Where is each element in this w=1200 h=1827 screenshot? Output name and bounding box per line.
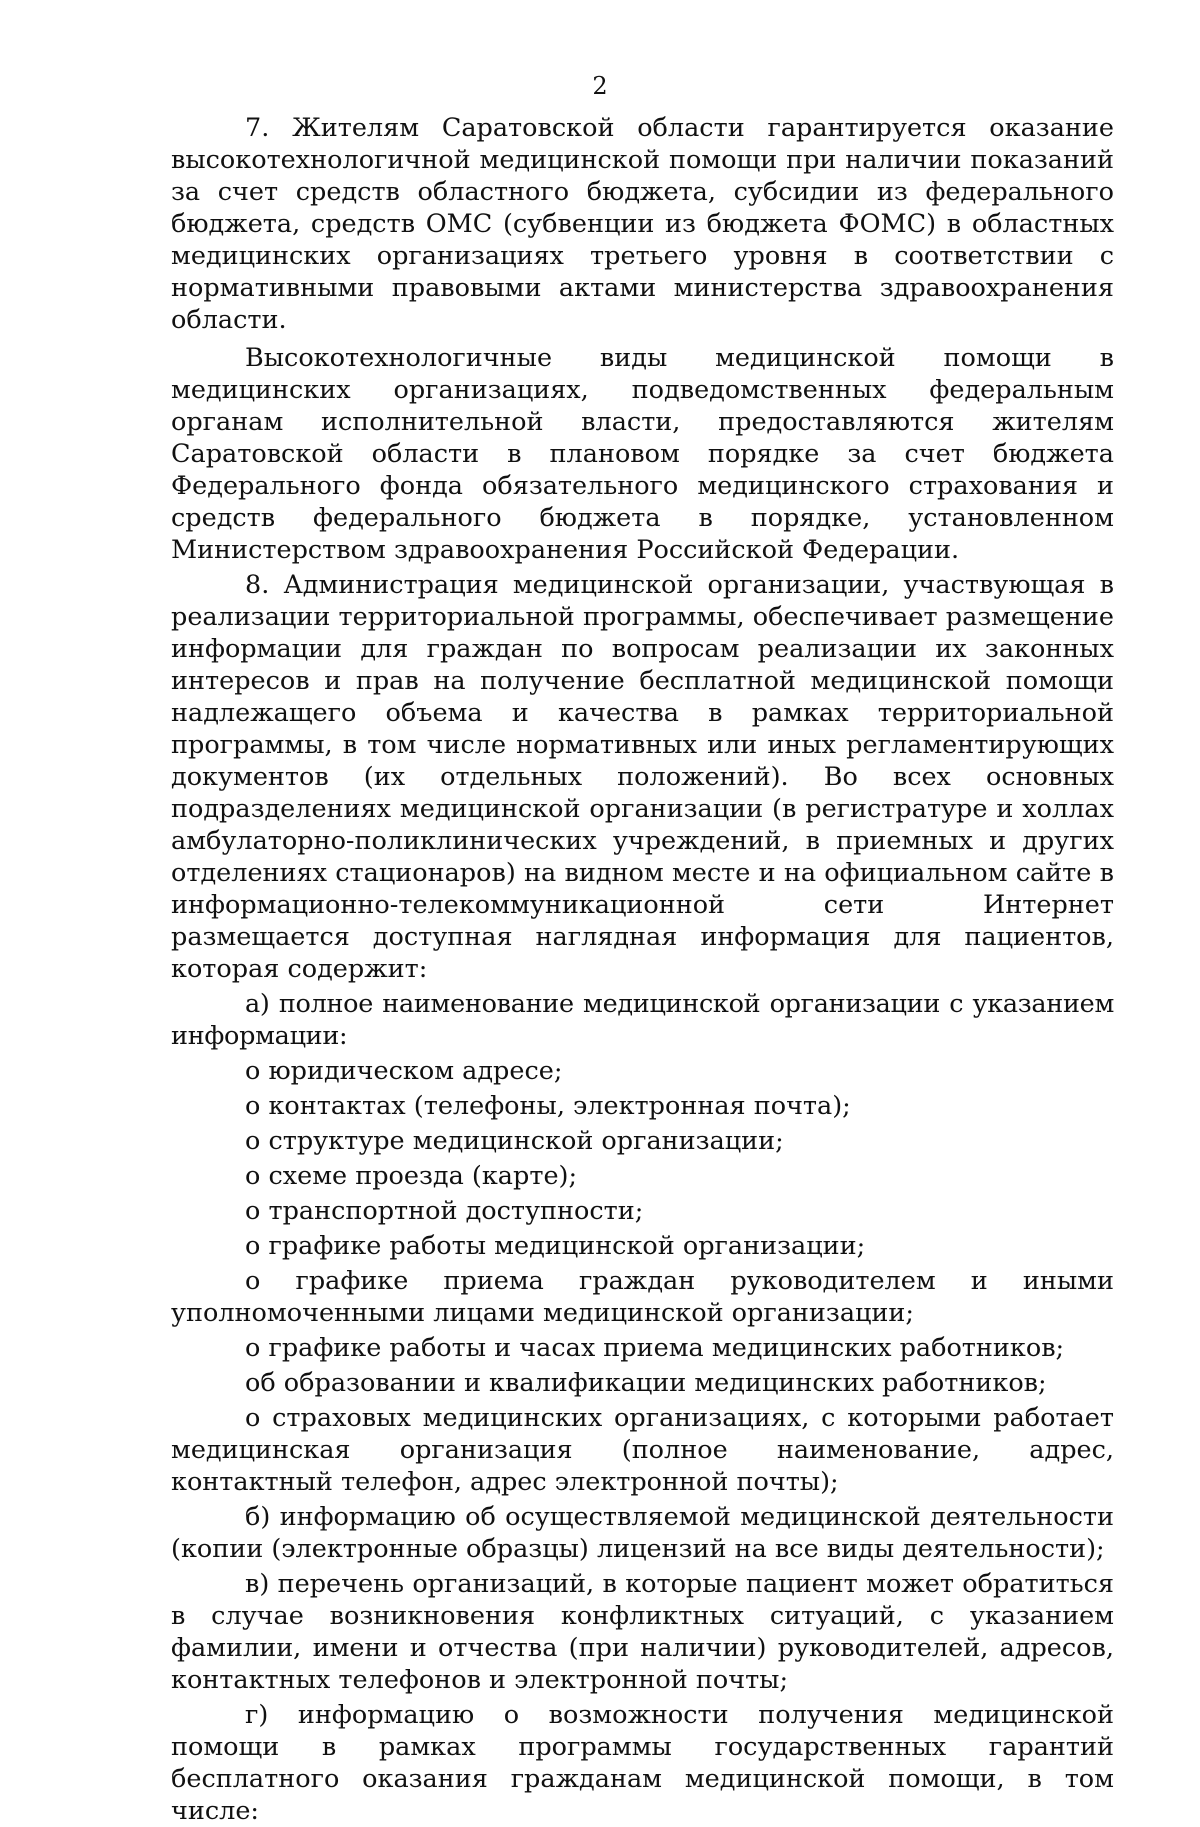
list-item-b: б) информацию об осуществляемой медицинской деятельности (копии (электронные образцы) лицензий на все виды деятельности); (171, 1502, 1114, 1564)
list-item-staff-hours: о графике работы и часах приема медицинских работников; (245, 1333, 1065, 1363)
list-item-route-map: о схеме проезда (карте); (245, 1161, 578, 1191)
list-item-insurance-orgs: о страховых медицинских организациях, с которыми работает медицинская организация (полное наименование, адрес, контактный телефон, адрес электронной почты); (171, 1403, 1114, 1497)
list-item-legal-address: о юридическом адресе; (245, 1056, 563, 1086)
list-item-staff-qualification: об образовании и квалификации медицинских работников; (245, 1368, 1047, 1398)
paragraph-8: 8. Администрация медицинской организации, участвующая в реализации территориальной программы, обеспечивает размещение информации для граждан по вопросам реализации их законных интересов и прав на получение бесплатной медицинской помощи надлежащего объема и качества в рамках территориальной программы, в том числе нормативных или иных регламентирующих документов (их отдельных положений). Во всех основных подразделениях медицинской организации (в регистратуре и холлах амбулаторно-поликлинических учреждений, в приемных и других отделениях стационаров) на видном месте и на официальном сайте в информационно-телекоммуникационной сети Интернет размещается доступная наглядная информация для пациентов, которая содержит: (171, 570, 1114, 984)
list-item-work-schedule: о графике работы медицинской организации; (245, 1231, 866, 1261)
list-item-g: г) информацию о возможности получения медицинской помощи в рамках программы государственных гарантий бесплатного оказания гражданам медицинской помощи, в том числе: (171, 1700, 1114, 1826)
page-number: 2 (592, 72, 608, 100)
paragraph-7-hitech-federal: Высокотехнологичные виды медицинской помощи в медицинских организациях, подведомственных федеральным органам исполнительной власти, предоставляются жителям Саратовской области в плановом порядке за счет бюджета Федерального фонда обязательного медицинского страхования и средств федерального бюджета в порядке, установленном Министерством здравоохранения Российской Федерации. (171, 343, 1114, 565)
list-item-v: в) перечень организаций, в которые пациент может обратиться в случае возникновения конфликтных ситуаций, с указанием фамилии, имени и отчества (при наличии) руководителей, адресов, контактных телефонов и электронной почты; (171, 1569, 1114, 1695)
paragraph-7: 7. Жителям Саратовской области гарантируется оказание высокотехнологичной медицинской помощи при наличии показаний за счет средств областного бюджета, субсидии из федерального бюджета, средств ОМС (субвенции из бюджета ФОМС) в областных медицинских организациях третьего уровня в соответствии с нормативными правовыми актами министерства здравоохранения области. (171, 113, 1114, 335)
list-item-structure: о структуре медицинской организации; (245, 1126, 784, 1156)
list-item-reception-schedule: о графике приема граждан руководителем и иными уполномоченными лицами медицинской организации; (171, 1266, 1114, 1328)
document-body (171, 112, 1114, 1827)
list-item-a: а) полное наименование медицинской организации с указанием информации: (171, 989, 1114, 1051)
list-item-contacts: о контактах (телефоны, электронная почта); (245, 1091, 851, 1121)
list-item-transport: о транспортной доступности; (245, 1196, 644, 1226)
